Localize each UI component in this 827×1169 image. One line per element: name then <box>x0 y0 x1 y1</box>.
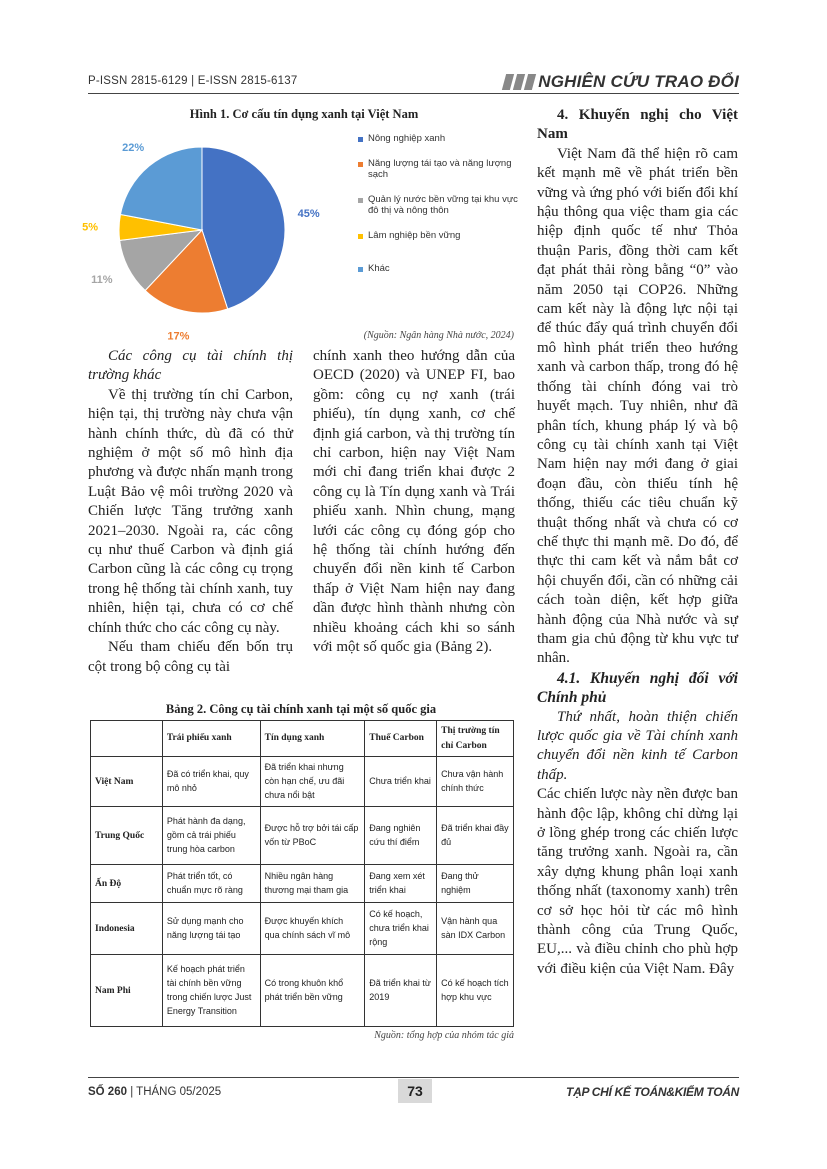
header-bars-icon <box>504 74 534 90</box>
table-row <box>91 757 514 807</box>
table-cell: Đã có triển khai, quy mô nhỏ <box>162 757 260 807</box>
page-number: 73 <box>398 1079 432 1103</box>
table-cell: Nhiều ngân hàng thương mại tham gia <box>260 865 365 903</box>
issue-month: | THÁNG 05/2025 <box>127 1086 222 1098</box>
pie-data-label: 22% <box>122 141 145 154</box>
paragraph: Các chiến lược này nền được ban hành độc lập, không chỉ dừng lại ở lồng ghép trong các chiến lược tăng trưởng xanh. Ngoài ra, cần xây dựng khung phân loại xanh thống nhất (taxonomy xanh) trên cơ sở học hỏi từ các mô hình thành công của Trung Quốc, EU,... và điều chỉnh cho phù hợp với điều kiện của Việt Nam. Đây <box>537 786 738 977</box>
legend-item <box>358 231 518 242</box>
green-finance-table <box>90 720 514 1027</box>
table-header-cell: Thị trường tín chỉ Carbon <box>437 721 514 757</box>
table-cell: Đang nghiên cứu thí điểm <box>365 807 437 865</box>
legend-swatch <box>358 198 363 203</box>
legend-item <box>358 264 518 275</box>
legend-label: Năng lượng tái tạo và năng lượng sạch <box>368 157 512 180</box>
figure-title: Hình 1. Cơ cấu tín dụng xanh tại Việt Nam <box>189 107 419 121</box>
legend-label: Lâm nghiệp bền vững <box>368 229 461 241</box>
table-cell: Phát triển tốt, có chuẩn mực rõ ràng <box>162 865 260 903</box>
table-cell: Được hỗ trợ bởi tái cấp vốn từ PBoC <box>260 807 365 865</box>
legend-item <box>358 134 518 145</box>
table-cell: Đang xem xét triển khai <box>365 865 437 903</box>
table-cell: Đã triển khai từ 2019 <box>365 955 437 1027</box>
table-cell: Sử dụng mạnh cho năng lượng tái tạo <box>162 903 260 955</box>
issn-header: P-ISSN 2815-6129 | E-ISSN 2815-6137 <box>88 75 298 87</box>
table-cell: Vận hành qua sàn IDX Carbon <box>437 903 514 955</box>
table-row <box>91 807 514 865</box>
table-row <box>91 903 514 955</box>
section-heading: 4. Khuyến nghị cho Việt Nam <box>537 107 738 143</box>
table-row <box>91 865 514 903</box>
table-row-header: Nam Phi <box>91 955 163 1027</box>
text-column-middle <box>313 347 515 658</box>
table-cell: Đã triển khai đầy đủ <box>437 807 514 865</box>
table-cell: Chưa triển khai <box>365 757 437 807</box>
table-source: Nguồn: tổng hợp của nhóm tác giả <box>374 1030 514 1041</box>
table-cell: Đã triển khai nhưng còn hạn chế, ưu đãi chưa nổi bật <box>260 757 365 807</box>
pie-data-label: 5% <box>82 221 99 234</box>
subsection-heading: Các công cụ tài chính thị trường khác <box>88 348 293 384</box>
legend-label: Quản lý nước bền vững tại khu vực đô thị và nông thôn <box>368 193 518 216</box>
paragraph: Về thị trường tín chỉ Carbon, hiện tại, thị trường này chưa vận hành chính thức, dù đã có thử nghiệm ở một số mô hình địa phương và được nhấn mạnh trong Luật Bảo vệ môi trường 2020 và Chiến lược Tăng trưởng xanh 2021–2030. Ngoài ra, các công cụ như thuế Carbon và định giá Carbon cũng là các công cụ trọng trong hệ thống tài chính xanh, tuy nhiên, hiện tại, chưa có cơ chế chính thức cho các công cụ này. <box>88 386 293 636</box>
table-cell: Có kế hoạch, chưa triển khai rộng <box>365 903 437 955</box>
table-header-cell: Trái phiếu xanh <box>162 721 260 757</box>
table-header-cell <box>91 721 163 757</box>
text-column-left <box>88 347 293 677</box>
chart-legend <box>358 134 518 274</box>
legend-item <box>358 159 518 181</box>
legend-item <box>358 195 518 217</box>
header-divider <box>88 93 739 94</box>
table-cell: Có trong khuôn khổ phát triển bền vững <box>260 955 365 1027</box>
legend-swatch <box>358 267 363 272</box>
footer-divider <box>88 1077 739 1078</box>
journal-name: TẠP CHÍ KẾ TOÁN&KIỂM TOÁN <box>566 1085 739 1099</box>
table-header-cell: Tín dụng xanh <box>260 721 365 757</box>
table-row-header: Ấn Độ <box>91 865 163 903</box>
table-header-cell: Thuế Carbon <box>365 721 437 757</box>
table-cell: Phát hành đa dạng, gồm cả trái phiếu trung hòa carbon <box>162 807 260 865</box>
table-row <box>91 955 514 1027</box>
text-column-right <box>537 106 738 979</box>
table-row-header: Indonesia <box>91 903 163 955</box>
table-header-row <box>91 721 514 757</box>
table-row-header: Trung Quốc <box>91 807 163 865</box>
paragraph: Nếu tham chiếu đến bốn trụ cột trong bộ công cụ tài <box>88 639 293 675</box>
pie-chart <box>82 130 330 343</box>
pie-data-label: 45% <box>297 208 320 221</box>
figure-source: (Nguồn: Ngân hàng Nhà nước, 2024) <box>363 330 514 341</box>
paragraph: chính xanh theo hướng dẫn của OECD (2020) và UNEP FI, bao gồm: công cụ nợ xanh (trái phiếu), tín dụng xanh, cơ chế định giá carbon, và thị trường tín chỉ carbon, hiện nay Việt Nam mới chỉ đang triển khai được 2 công cụ là Tín dụng xanh và Trái phiếu xanh. Nhìn chung, mạng lưới các công cụ đóng góp cho hệ thống tài chính hướng đến chuyển đổi nền kinh tế Carbon thấp ở Việt Nam hiện nay đang dần được hình thành nhưng còn nhiều khoảng cách khi so sánh với một số quốc gia (Bảng 2). <box>313 348 515 656</box>
issue-info <box>88 1086 221 1098</box>
paragraph-italic: Thứ nhất, hoàn thiện chiến lược quốc gia về Tài chính xanh chuyển đổi nền kinh tế Carbon thấp. <box>537 708 738 783</box>
table-row-header: Việt Nam <box>91 757 163 807</box>
subsection-heading: 4.1. Khuyến nghị đối với Chính phủ <box>537 669 738 707</box>
legend-swatch <box>358 162 363 167</box>
table-cell: Được khuyến khích qua chính sách vĩ mô <box>260 903 365 955</box>
table-cell: Đang thử nghiệm <box>437 865 514 903</box>
paragraph: Việt Nam đã thể hiện rõ cam kết mạnh mẽ về phát triển bền vững và ứng phó với biến đổi khí hậu thông qua việc tham gia các hiệp định quốc tế như Thỏa thuận Paris, đồng thời cam kết đạt phát thải ròng bằng “0” vào năm 2050 tại COP26. Những cam kết này là động lực nội tại để thúc đẩy quá trình chuyển đổi mô hình phát triển theo hướng xanh và carbon thấp, trong đó hệ thống tài chính đóng vai trò huyết mạch. Tuy nhiên, như đã phân tích, khung pháp lý và bộ công cụ tài chính xanh tại Việt Nam hiện nay mới đang ở giai đoạn đầu, còn thiếu tính hệ thống, thiếu các tiêu chuẩn kỹ thuật thống nhất và chưa có cơ chế thực thi mạnh mẽ. Do đó, để thực thi cam kết và nắm bắt cơ hội chuyển đổi, cần có những cải cách toàn diện, kết hợp giữa hành động của Nhà nước và sự tham gia chủ động từ khu vực tư nhân. <box>537 145 738 667</box>
legend-swatch <box>358 137 363 142</box>
issue-number: SỐ 260 <box>88 1086 127 1098</box>
legend-label: Nông nghiệp xanh <box>368 133 446 144</box>
table-cell: Có kế hoạch tích hợp khu vực <box>437 955 514 1027</box>
pie-data-label: 11% <box>91 274 113 287</box>
table-cell: Kế hoạch phát triển tài chính bền vững trong chiến lược Just Energy Transition <box>162 955 260 1027</box>
section-title: NGHIÊN CỨU TRAO ĐỔI <box>538 72 739 91</box>
legend-label: Khác <box>368 262 390 274</box>
table-cell: Chưa vận hành chính thức <box>437 757 514 807</box>
table-title: Bảng 2. Công cụ tài chính xanh tại một số quốc gia <box>165 702 437 716</box>
legend-swatch <box>358 234 363 239</box>
pie-data-label: 17% <box>167 330 190 343</box>
section-header <box>504 72 739 92</box>
